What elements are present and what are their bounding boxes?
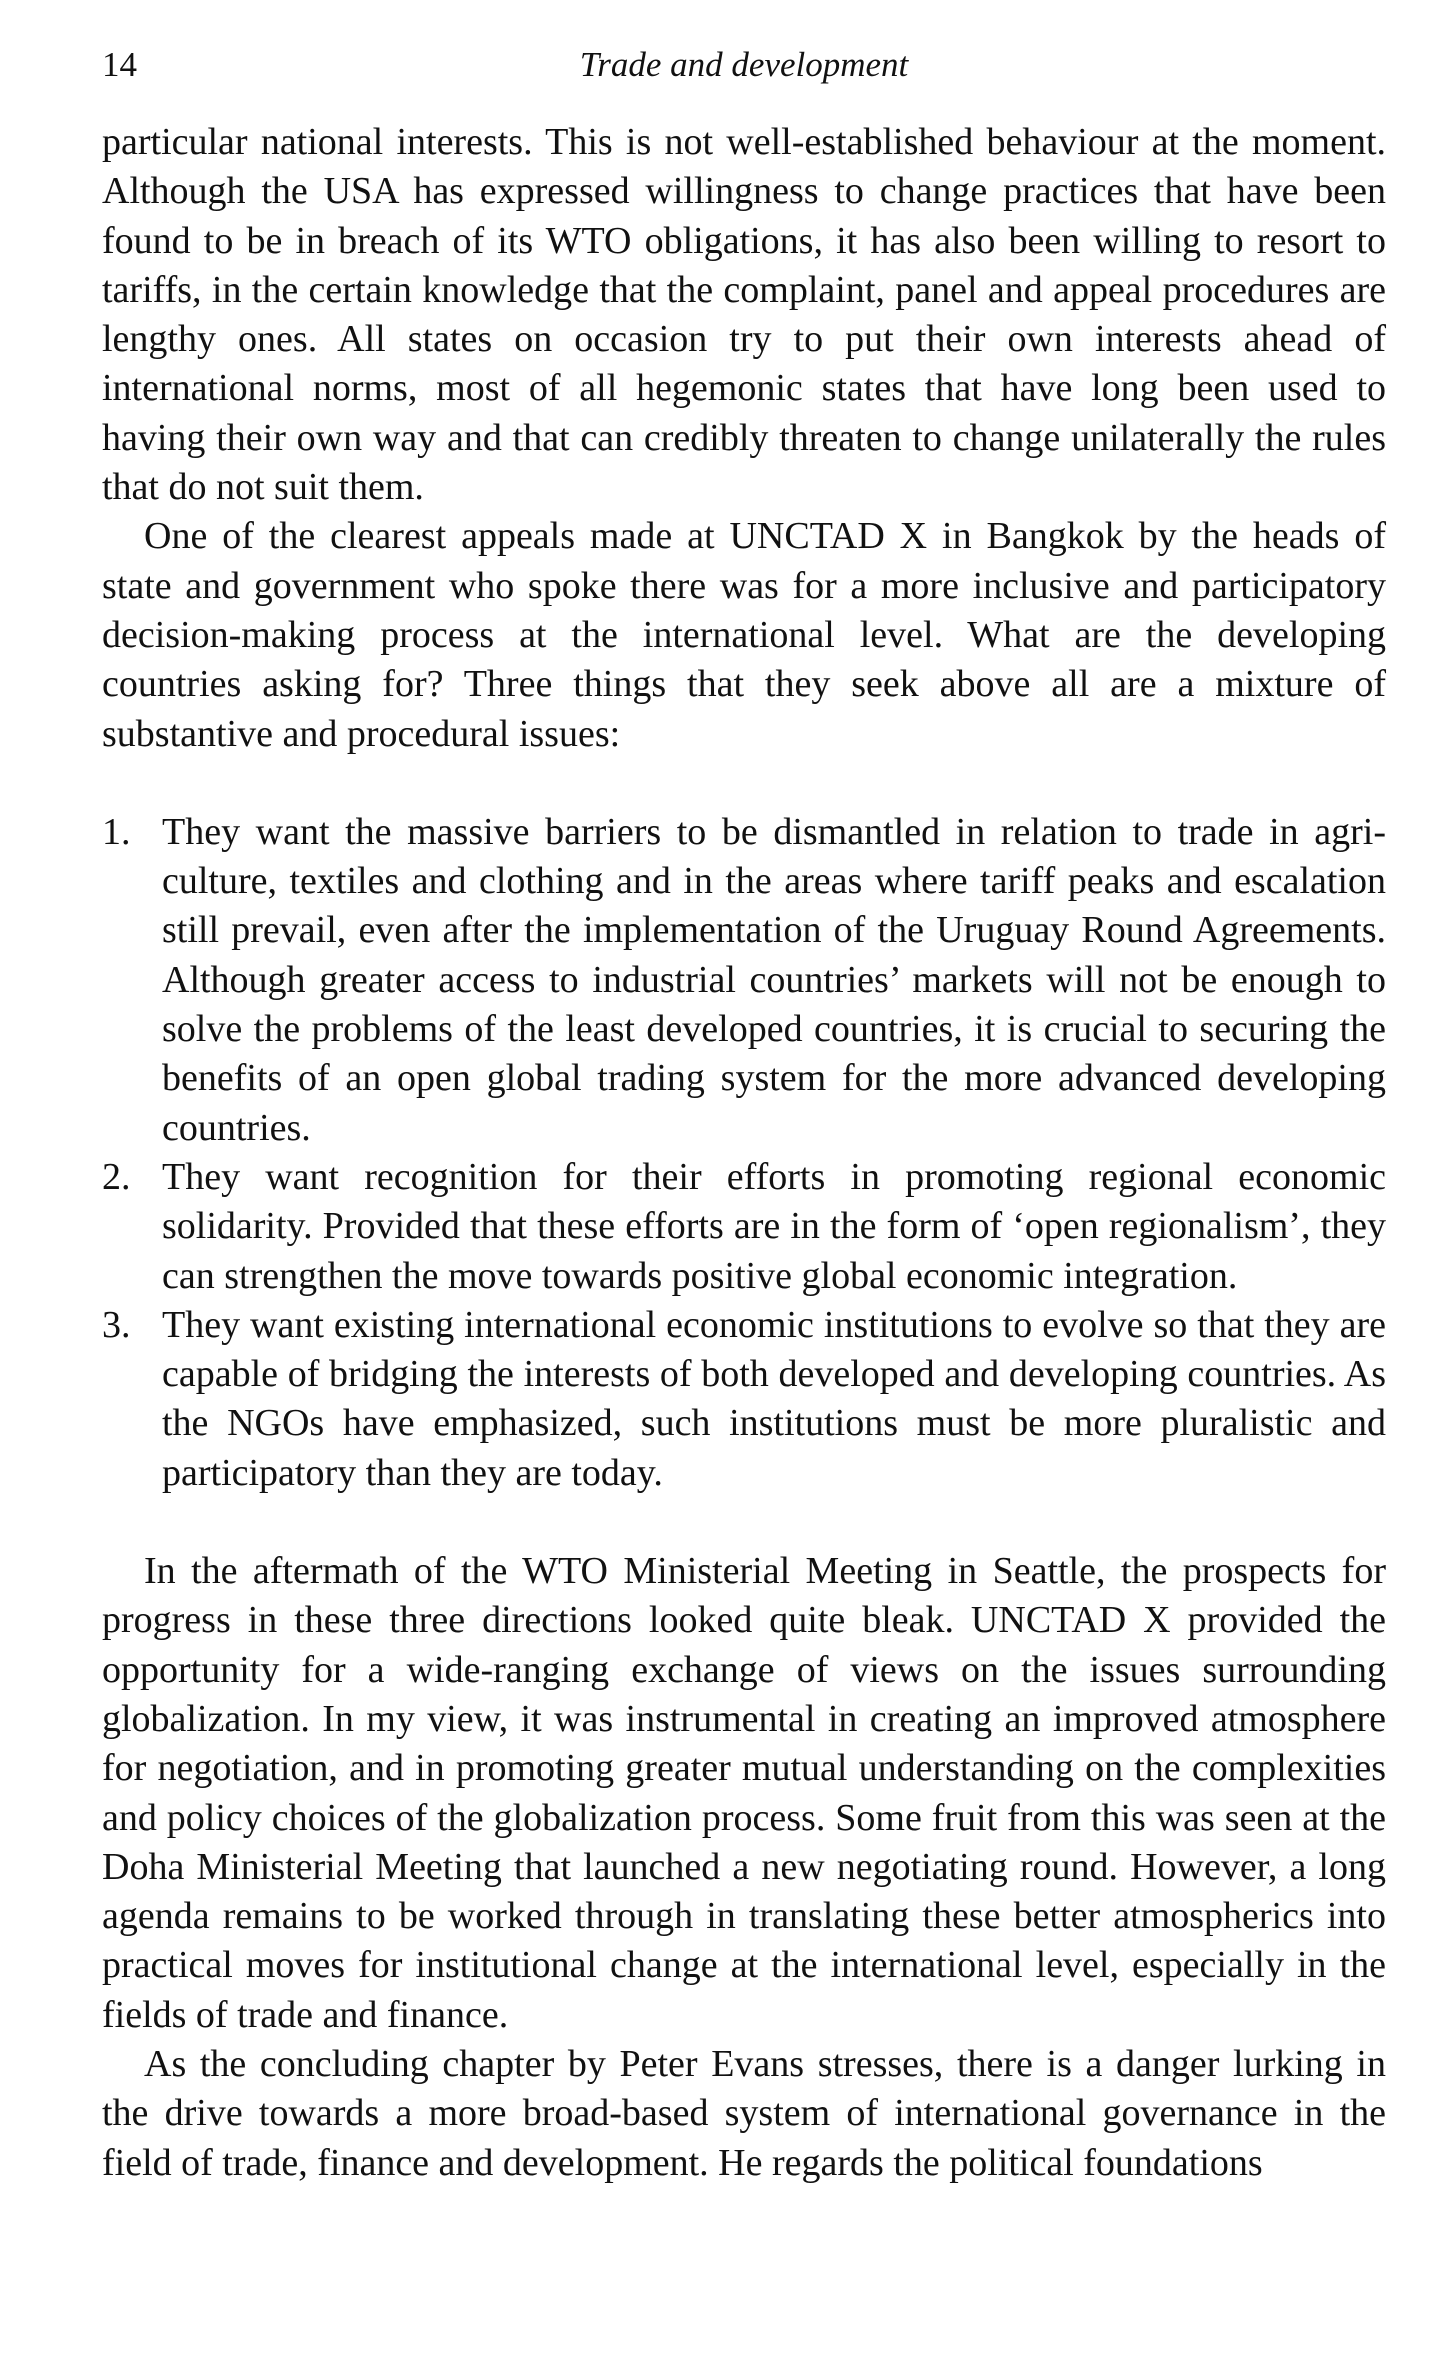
list-item-number: 2. xyxy=(102,1155,131,1198)
list-item-number: 1. xyxy=(102,810,131,853)
running-title: Trade and development xyxy=(579,45,909,84)
list-item-text: They want the massive barriers to be dismantled in relation to trade in agriculture, textiles and clothing and in the areas where tariff peaks and escalation still prevail, even after the implementation of the Uruguay Round Agreements. Although greater access to industrial countries’ markets will not be enough to solve the problems of the least developed countries, it is crucial to securing the benefits of an open global trading system for the more advanced developing countries. xyxy=(162,810,1386,1149)
list-item xyxy=(102,1301,1386,1498)
list-item xyxy=(102,808,1386,1153)
paragraph-unctad-appeal: One of the clearest appeals made at UNCTAD X in Bangkok by the heads of state and government who spoke there was for a more inclusive and participatory decision-making process at the international level. What are the developing countries asking for? Three things that they seek above all are a mixture of substantive and procedural issues: xyxy=(102,515,1386,755)
running-head xyxy=(102,40,1386,90)
paragraph-continuation: particular national interests. This is not well-established behaviour at the moment. Although the USA has expressed willingness to change practices that have been found to be in breach of its WTO obligations, it has also been willing to resort to tariffs, in the certain knowledge that the complaint, panel and appeal procedures are lengthy ones. All states on occasion try to put their own interests ahead of international norms, most of all hegemonic states that have long been used to having their own way and that can credibly threaten to change unilaterally the rules that do not suit them. xyxy=(102,121,1386,509)
list-item-text: They want recognition for their efforts in promoting regional economic solidarity. Provided that these efforts are in the form of ‘open regionalism’, they can strengthen the move towards positive global economic integration. xyxy=(162,1155,1386,1297)
page-number: 14 xyxy=(102,45,137,84)
list-spacer-top xyxy=(102,759,1386,808)
list-item xyxy=(102,1153,1386,1301)
list-item-number: 3. xyxy=(102,1303,131,1346)
paragraph-seattle-aftermath: In the aftermath of the WTO Ministerial Meeting in Seattle, the prospects for progress in these three directions looked quite bleak. UNCTAD X provided the opportunity for a wide-ranging exchange of views on the issues surrounding globalization. In my view, it was instrumental in creating an improved atmosphere for negotiation, and in promoting greater mutual understanding on the complexities and policy choices of the globalization process. Some fruit from this was seen at the Doha Ministerial Meeting that launched a new negotiating round. However, a long agenda remains to be worked through in translating these better atmospherics into practical moves for institutional change at the international level, especially in the fields of trade and finance. xyxy=(102,1550,1386,2036)
list-item-text: They want existing international economic institutions to evolve so that they are capable of bridging the interests of both developed and developing countries. As the NGOs have emphasized, such institutions must be more pluralistic and participatory than they are today. xyxy=(162,1303,1386,1494)
list-spacer-bottom xyxy=(102,1498,1386,1547)
body-text xyxy=(102,118,1386,2188)
numbered-list xyxy=(102,808,1386,1498)
paragraph-evans-chapter: As the concluding chapter by Peter Evans stresses, there is a danger lurking in the drive towards a more broad-based system of international governance in the field of trade, finance and development. He regards the political foundations xyxy=(102,2042,1386,2184)
